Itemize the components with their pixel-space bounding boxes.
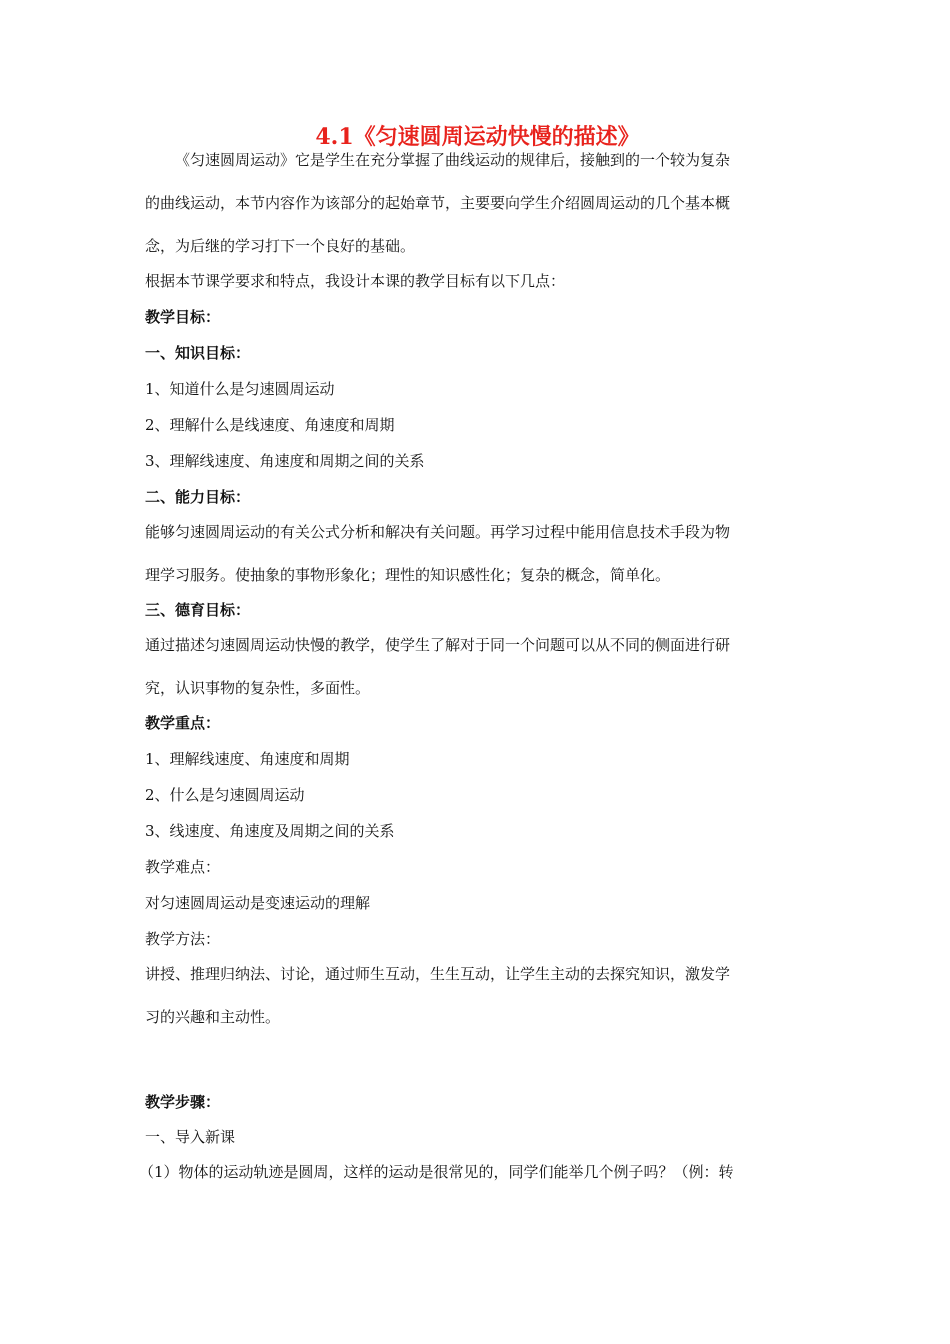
step1-text: （1）物体的运动轨迹是圆周，这样的运动是很常见的，同学们能举几个例子吗？（例：转 bbox=[139, 1163, 734, 1181]
knowledge-item-2: 2、理解什么是线速度、角速度和周期 bbox=[145, 416, 395, 434]
moral-line-2: 究，认识事物的复杂性，多面性。 bbox=[145, 679, 371, 697]
steps-heading: 教学步骤： bbox=[145, 1093, 221, 1111]
document-title: 4.1《匀速圆周运动快慢的描述》 bbox=[315, 124, 640, 150]
key-point-2: 2、什么是匀速圆周运动 bbox=[145, 786, 305, 804]
knowledge-item-1: 1、知道什么是匀速圆周运动 bbox=[145, 380, 335, 398]
moral-line-1: 通过描述匀速圆周运动快慢的教学，使学生了解对于同一个问题可以从不同的侧面进行研 bbox=[145, 636, 731, 654]
key-points-heading: 教学重点： bbox=[145, 714, 221, 732]
intro-goals-sentence: 根据本节课学要求和特点，我设计本课的教学目标有以下几点： bbox=[145, 272, 566, 290]
ability-heading: 二、能力目标： bbox=[145, 488, 251, 506]
goals-heading: 教学目标： bbox=[145, 308, 221, 326]
knowledge-heading: 一、知识目标： bbox=[145, 344, 251, 362]
intro-line-1: 《匀速圆周运动》它是学生在充分掌握了曲线运动的规律后，接触到的一个较为复杂 bbox=[175, 151, 731, 169]
ability-line-1: 能够匀速圆周运动的有关公式分析和解决有关问题。再学习过程中能用信息技术手段为物 bbox=[145, 523, 731, 541]
key-point-3: 3、线速度、角速度及周期之间的关系 bbox=[145, 822, 395, 840]
ability-line-2: 理学习服务。使抽象的事物形象化；理性的知识感性化；复杂的概念，简单化。 bbox=[145, 566, 671, 584]
method-heading: 教学方法： bbox=[145, 930, 221, 948]
step1-heading: 一、导入新课 bbox=[145, 1128, 236, 1146]
intro-line-2: 的曲线运动，本节内容作为该部分的起始章节，主要要向学生介绍圆周运动的几个基本概 bbox=[145, 194, 731, 212]
intro-line-3: 念，为后继的学习打下一个良好的基础。 bbox=[145, 237, 416, 255]
method-line-2: 习的兴趣和主动性。 bbox=[145, 1008, 281, 1026]
key-point-1: 1、理解线速度、角速度和周期 bbox=[145, 750, 350, 768]
method-line-1: 讲授、推理归纳法、讨论，通过师生互动，生生互动，让学生主动的去探究知识，激发学 bbox=[145, 965, 731, 983]
difficulty-heading: 教学难点： bbox=[145, 858, 221, 876]
knowledge-item-3: 3、理解线速度、角速度和周期之间的关系 bbox=[145, 452, 425, 470]
difficulty-text: 对匀速圆周运动是变速运动的理解 bbox=[145, 894, 371, 912]
moral-heading: 三、德育目标： bbox=[145, 601, 251, 619]
